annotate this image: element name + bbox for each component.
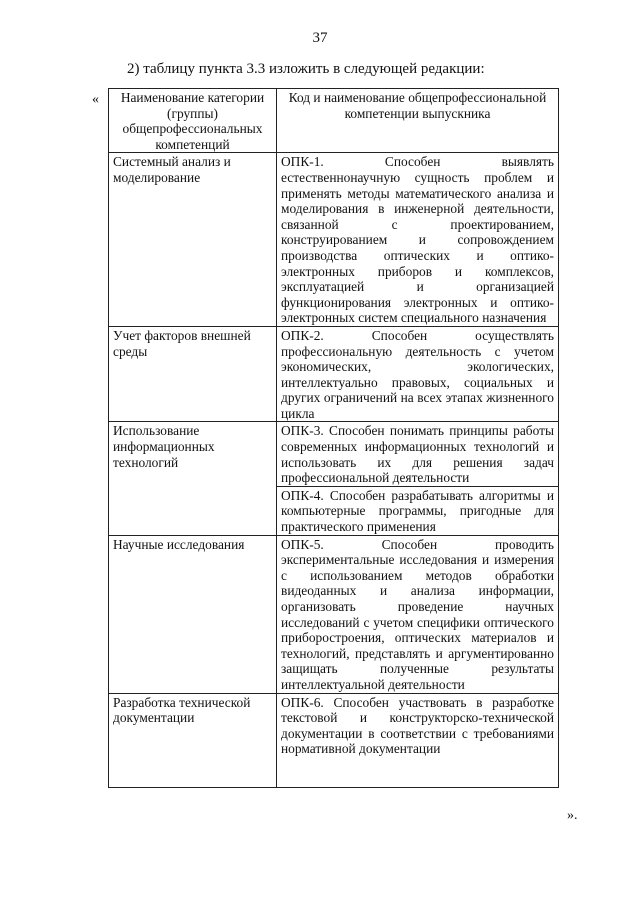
table-row (109, 422, 559, 486)
competency-cell: ОПК-6. Способен участвовать в разработке текстовой и конструкторско-технической документации в соответствии с требованиями нормативной документации (277, 693, 559, 787)
header-competency: Код и наименование общепрофессиональной компетенции выпускника (277, 89, 559, 153)
closing-quote: ». (567, 808, 578, 823)
competency-cell: ОПК-3. Способен понимать принципы работы современных информационных технологий и использовать их для решения задач профессиональной деятельности (277, 422, 559, 486)
competency-cell: ОПК-2. Способен осуществлять профессиональную деятельность с учетом экономических, экологических, интеллектуально правовых, социальных и других ограничений на всех этапах жизненного цикла (277, 326, 559, 422)
category-cell: Научные исследования (109, 535, 277, 693)
intro-text: 2) таблицу пункта 3.3 изложить в следующей редакции: (127, 61, 485, 77)
table-row (109, 153, 559, 327)
category-cell: Использование информационных технологий (109, 422, 277, 535)
competency-cell: ОПК-4. Способен разрабатывать алгоритмы и компьютерные программы, пригодные для практического применения (277, 486, 559, 535)
page-number: 37 (312, 30, 328, 46)
category-cell: Системный анализ и моделирование (109, 153, 277, 327)
category-cell: Разработка технической документации (109, 693, 277, 787)
opening-quote: « (92, 92, 99, 107)
table-row (109, 326, 559, 422)
competencies-table (108, 88, 559, 788)
competency-cell: ОПК-1. Способен выявлять естественнонаучную сущность проблем и применять методы математического анализа и моделирования в инженерной деятельности, связанной с проектированием, конструированием и сопровождением производства оптических и оптико-электронных приборов и комплексов, эксплуатацией и организацией функционирования электронных и оптико-электронных систем специального назначения (277, 153, 559, 327)
table-header-row (109, 89, 559, 153)
table-row (109, 693, 559, 787)
header-category: Наименование категории (группы) общепрофессиональных компетенций (109, 89, 277, 153)
category-cell: Учет факторов внешней среды (109, 326, 277, 422)
table-row (109, 535, 559, 693)
competency-cell: ОПК-5. Способен проводить экспериментальные исследования и измерения с использованием методов обработки видеоданных и анализа информации, организовать проведение научных исследований с учетом специфики оптического приборостроения, оптических материалов и технологий, представлять и аргументированно защищать полученные результаты интеллектуальной деятельности (277, 535, 559, 693)
